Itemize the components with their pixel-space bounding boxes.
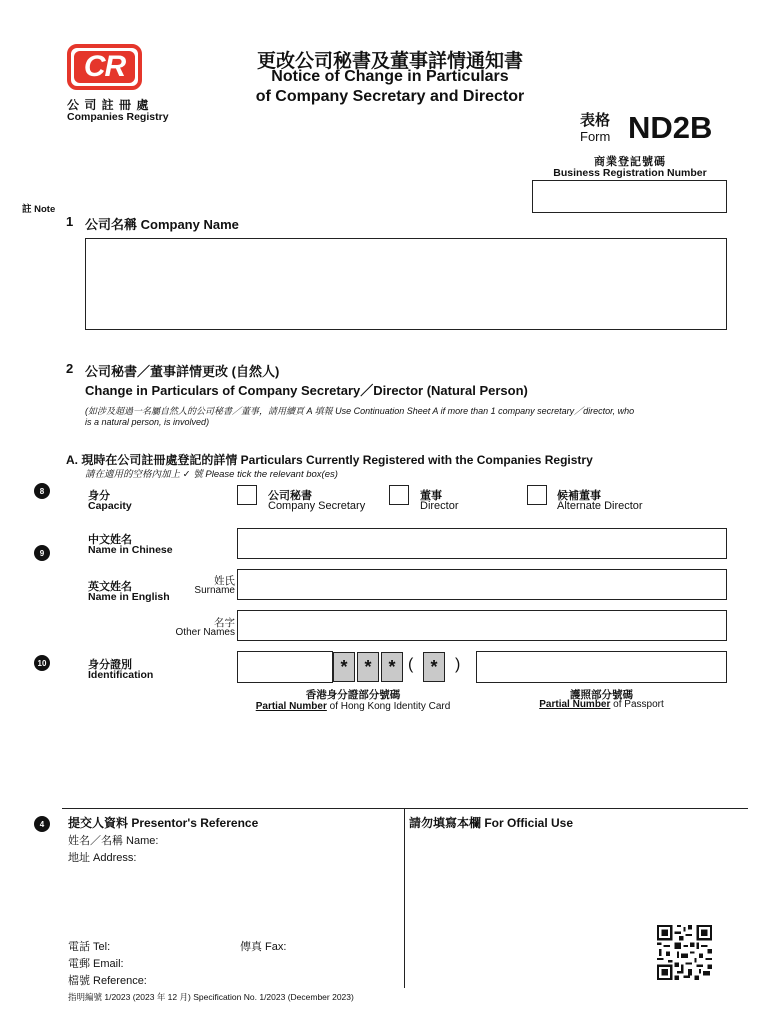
checkbox-company-secretary[interactable] [237,485,257,505]
other-names-label-cn: 名字 [214,617,235,629]
capacity-label-en: Capacity [88,500,132,512]
checkbox-director[interactable] [389,485,409,505]
surname-input[interactable] [237,569,727,600]
other-names-input[interactable] [237,610,727,641]
presentor-fax-label: 傳真 Fax: [240,941,287,953]
option-company-secretary-cn: 公司秘書 [268,490,312,502]
registry-name-en: Companies Registry [67,111,169,123]
hkid-check-digit-mask: * [423,652,445,682]
presentor-section [62,808,748,988]
option-alternate-director-en: Alternate Director [557,500,643,512]
note-badge-4: 4 [34,816,50,832]
chinese-name-input[interactable] [237,528,727,559]
checkbox-alternate-director[interactable] [527,485,547,505]
registry-name-cn: 公 司 註 冊 處 [67,98,150,112]
qr-code-icon [657,925,712,980]
chinese-name-label-cn: 中文姓名 [88,534,132,546]
brn-label-en: Business Registration Number [553,167,707,179]
english-name-label-en: Name in English [88,591,170,603]
section2-note-line1: (如涉及超過一名屬自然人的公司秘書／董事，請用續頁 A 填報 Use Continuation Sheet A if more than 1 company secretary／director, who [85,406,635,416]
passport-partial-input[interactable] [476,651,727,683]
hkid-label-cn: 香港身分證部分號碼 [305,689,401,701]
section1-number: 1 [66,214,74,229]
hkid-label-en-underlined: Partial Number [255,701,327,712]
presentor-reference-label: 檔號 Reference: [68,975,147,987]
passport-label-cn: 護照部分號碼 [570,689,633,701]
tick-note: 請在適用的空格內加上 ✓ 號 Please tick the relevant box(es) [85,469,338,480]
capacity-label-cn: 身分 [88,490,110,502]
brn-label-cn: 商業登記號碼 [594,156,666,168]
option-director-en: Director [420,500,459,512]
section2-title-cn: 公司秘書／董事詳情更改 (自然人) [85,364,280,379]
form-code: ND2B [628,110,713,145]
presentor-address-label: 地址 Address: [68,852,137,864]
english-name-label-cn: 英文姓名 [88,581,132,593]
surname-label-cn: 姓氏 [214,575,235,587]
passport-label-en [476,699,727,710]
note-badge-9: 9 [34,545,50,561]
option-director-cn: 董事 [420,490,442,502]
check-digit-close-paren: ) [455,656,461,673]
section2-number: 2 [66,361,74,376]
hkid-label-en [237,701,469,712]
presentor-title: 提交人資料 Presentor's Reference [68,816,259,830]
surname-label-en: Surname [194,585,235,596]
specification-footer: 指明編號 1/2023 (2023 年 12 月) Specification No. 1/2023 (December 2023) [68,992,354,1002]
form-label-cn: 表格 [580,112,611,129]
section2-title-en: Change in Particulars of Company Secretary／Director (Natural Person) [85,383,528,398]
passport-label-en-rest: of Passport [610,699,664,710]
form-title-en-2: of Company Secretary and Director [255,88,525,105]
form-title-cn: 更改公司秘書及董事詳情通知書 [256,51,523,72]
logo-text: CR [83,50,126,83]
identification-label-cn: 身分證別 [88,659,132,671]
note-badge-8: 8 [34,483,50,499]
hkid-mask-3: * [381,652,403,682]
official-use-title: 請勿填寫本欄 For Official Use [409,816,574,830]
hkid-label-en-rest: of Hong Kong Identity Card [326,701,451,712]
note-label: 註 Note [22,204,56,215]
official-use-divider [404,808,405,988]
cr-logo [67,44,142,90]
check-digit-open-paren: ( [408,656,414,673]
brn-input[interactable] [532,180,727,213]
option-alternate-director-cn: 候補董事 [557,490,601,502]
section1-title: 公司名稱 Company Name [85,217,239,232]
company-name-input[interactable] [85,238,727,330]
identification-label-en: Identification [88,669,154,681]
other-names-label-en: Other Names [175,627,235,638]
passport-label-en-underlined: Partial Number [539,699,611,710]
section2-note-line2: is a natural person, is involved) [85,417,210,427]
hkid-partial-input[interactable] [237,651,333,683]
hkid-mask-1: * [333,652,355,682]
chinese-name-label-en: Name in Chinese [88,544,173,556]
form-title-en-1: Notice of Change in Particulars [271,68,509,85]
option-company-secretary-en: Company Secretary [268,500,366,512]
hkid-mask-2: * [357,652,379,682]
presentor-email-label: 電郵 Email: [68,958,124,970]
note-badge-10: 10 [34,655,50,671]
form-label-en: Form [580,129,611,144]
sectionA-title: A. 現時在公司註冊處登記的詳情 Particulars Currently Registered with the Companies Registry [66,453,593,467]
presentor-name-label: 姓名／名稱 Name: [68,835,159,847]
presentor-tel-label: 電話 Tel: [68,941,111,953]
